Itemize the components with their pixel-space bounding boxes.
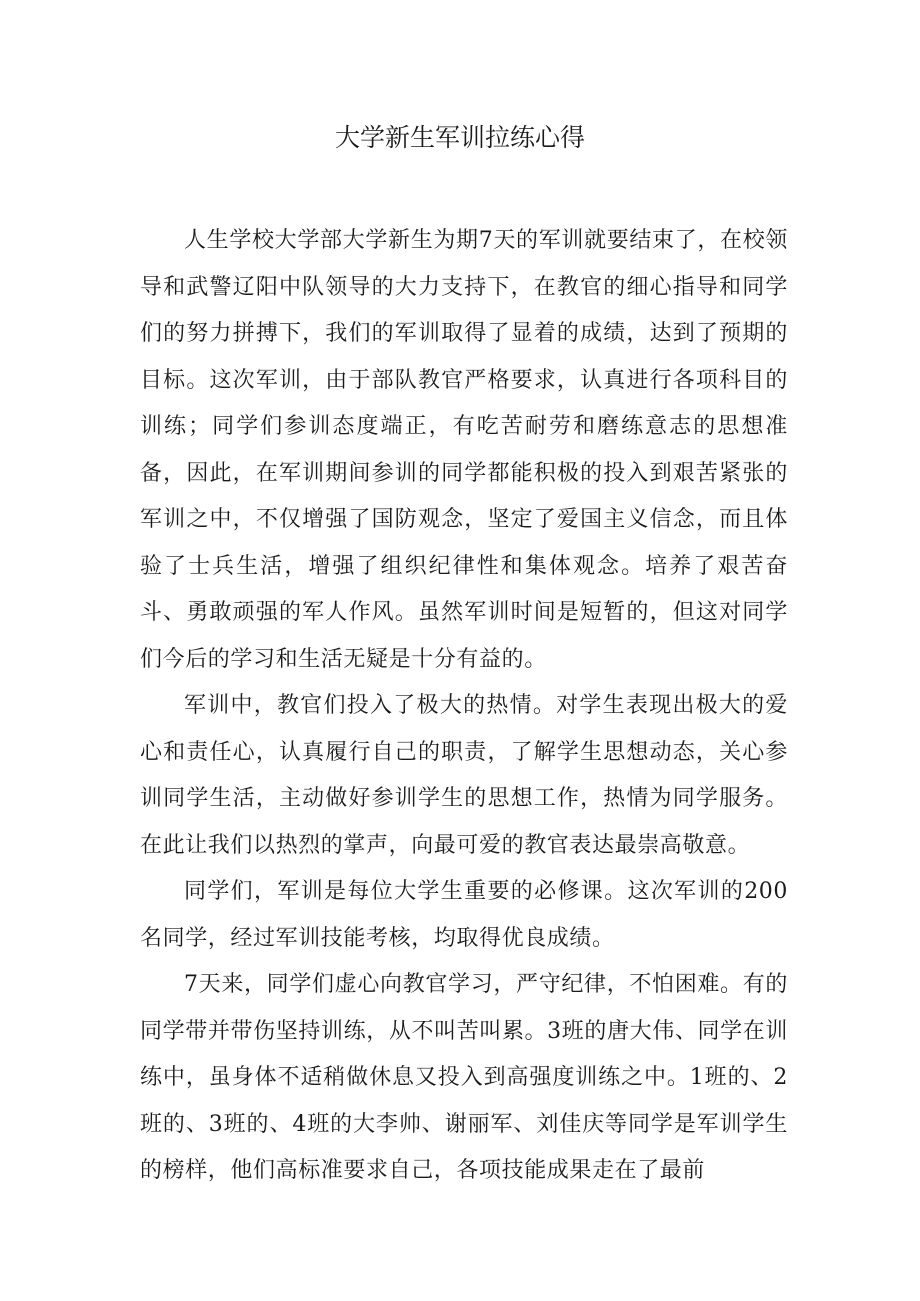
paragraph-4: 7天来，同学们虚心向教官学习，严守纪律，不怕困难。有的同学带并带伤坚持训练，从不叫苦叫累。3班的唐大伟、同学在训练中，虽身体不适稍做休息又投入到高强度训练之中。1班的、2班的、3班的、4班的大李帅、谢丽军、刘佳庆等同学是军训学生的榜样，他们高标准要求自己，各项技能成果走在了最前: [140, 972, 788, 1183]
paragraph-1: 人生学校大学部大学新生为期7天的军训就要结束了，在校领导和武警辽阳中队领导的大力支持下，在教官的细心指导和同学们的努力拼搏下，我们的军训取得了显着的成绩，达到了预期的目标。这次军训，由于部队教官严格要求，认真进行各项科目的训练；同学们参训态度端正，有吃苦耐劳和磨练意志的思想准备，因此，在军训期间参训的同学都能积极的投入到艰苦紧张的军训之中，不仅增强了国防观念，坚定了爱国主义信念，而且体验了士兵生活，增强了组织纪律性和集体观念。培养了艰苦奋斗、勇敢顽强的军人作风。虽然军训时间是短暂的，但这对同学们今后的学习和生活无疑是十分有益的。: [140, 228, 788, 672]
document-title: 大学新生军训拉练心得: [334, 123, 585, 152]
paragraph-2: 军训中，教官们投入了极大的热情。对学生表现出极大的爱心和责任心，认真履行自己的职责，了解学生思想动态，关心参训同学生活，主动做好参训学生的思想工作，热情为同学服务。在此让我们以热烈的掌声，向最可爱的教官表达最崇高敬意。: [140, 693, 788, 858]
document-body: [140, 218, 788, 1195]
paragraph-3: 同学们，军训是每位大学生重要的必修课。这次军训的200名同学，经过军训技能考核，均取得优良成绩。: [140, 879, 788, 951]
